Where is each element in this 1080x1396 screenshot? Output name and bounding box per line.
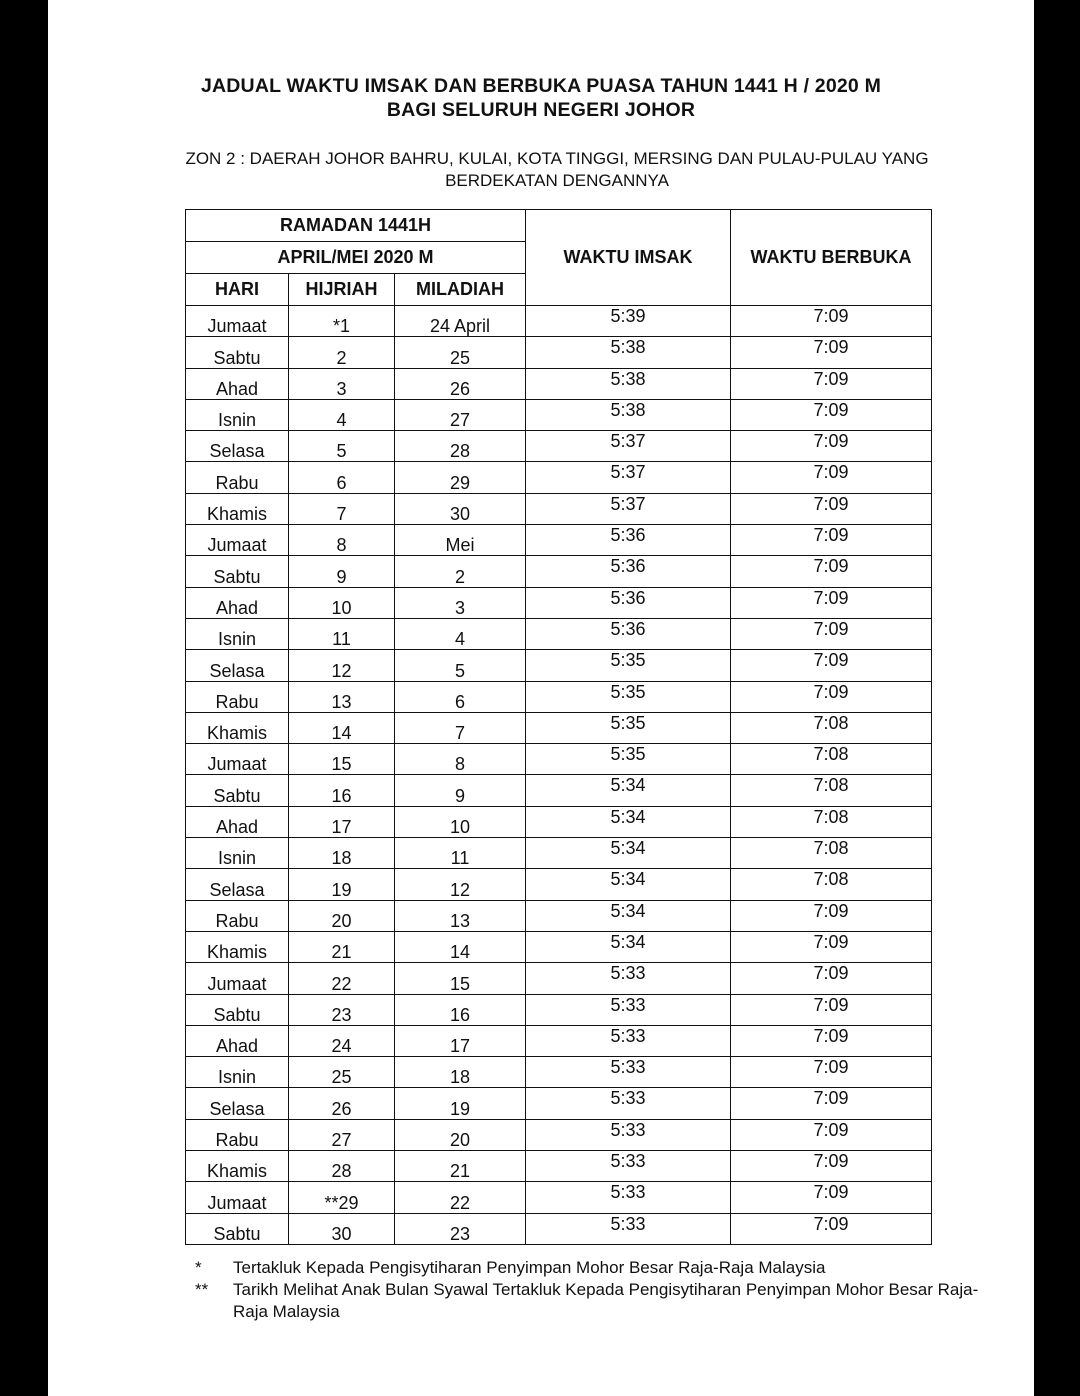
imsak-time-cell: 5:34	[526, 931, 731, 962]
day-cell: Jumaat	[186, 744, 289, 775]
footnote	[195, 1279, 995, 1323]
hijriah-cell: 10	[289, 587, 395, 618]
table-row	[186, 1119, 932, 1150]
miladiah-cell: 5	[395, 650, 526, 681]
imsak-time-cell: 5:33	[526, 1057, 731, 1088]
table-row	[186, 368, 932, 399]
document-subtitle: BAGI SELURUH NEGERI JOHOR	[386, 99, 696, 121]
miladiah-cell: 19	[395, 1088, 526, 1119]
table-row	[186, 1213, 932, 1244]
miladiah-cell: 16	[395, 994, 526, 1025]
berbuka-time-cell: 7:09	[731, 399, 932, 430]
table-row	[186, 744, 932, 775]
day-cell: Isnin	[186, 399, 289, 430]
miladiah-cell: 7	[395, 712, 526, 743]
table-row	[186, 1151, 932, 1182]
hijriah-cell: 8	[289, 525, 395, 556]
imsak-time-cell: 5:35	[526, 712, 731, 743]
berbuka-time-cell: 7:09	[731, 1119, 932, 1150]
miladiah-cell: 25	[395, 337, 526, 368]
hijriah-cell: 2	[289, 337, 395, 368]
imsak-time-cell: 5:36	[526, 525, 731, 556]
imsak-time-cell: 5:33	[526, 963, 731, 994]
day-cell: Sabtu	[186, 994, 289, 1025]
day-cell: Khamis	[186, 493, 289, 524]
berbuka-time-cell: 7:09	[731, 337, 932, 368]
hijriah-cell: *1	[289, 306, 395, 337]
document-title: JADUAL WAKTU IMSAK DAN BERBUKA PUASA TAHUN 1441 H / 2020 M	[200, 75, 882, 97]
table-row	[186, 1088, 932, 1119]
miladiah-cell: 22	[395, 1182, 526, 1213]
table-row	[186, 900, 932, 931]
hijriah-cell: 20	[289, 900, 395, 931]
imsak-time-cell: 5:36	[526, 587, 731, 618]
imsak-time-cell: 5:39	[526, 306, 731, 337]
table-row	[186, 462, 932, 493]
miladiah-cell: 4	[395, 618, 526, 649]
hijriah-cell: 22	[289, 963, 395, 994]
imsak-time-cell: 5:34	[526, 838, 731, 869]
footnote	[195, 1257, 995, 1279]
document-page	[48, 0, 1034, 1396]
hijriah-cell: 18	[289, 838, 395, 869]
miladiah-cell: 29	[395, 462, 526, 493]
hijriah-cell: 17	[289, 806, 395, 837]
day-cell: Jumaat	[186, 525, 289, 556]
table-row	[186, 712, 932, 743]
table-row	[186, 963, 932, 994]
table-row	[186, 431, 932, 462]
imsak-time-cell: 5:36	[526, 618, 731, 649]
footnote-text: Tarikh Melihat Anak Bulan Syawal Tertakluk Kepada Pengisytiharan Penyimpan Mohor Besar Raja-Raja Malaysia	[233, 1280, 979, 1321]
day-cell: Sabtu	[186, 775, 289, 806]
day-cell: Khamis	[186, 931, 289, 962]
hijriah-cell: 3	[289, 368, 395, 399]
imsak-time-cell: 5:34	[526, 806, 731, 837]
hijriah-cell: 12	[289, 650, 395, 681]
berbuka-time-cell: 7:08	[731, 775, 932, 806]
table-row	[186, 587, 932, 618]
berbuka-time-cell: 7:09	[731, 556, 932, 587]
berbuka-time-cell: 7:09	[731, 431, 932, 462]
imsak-time-cell: 5:34	[526, 869, 731, 900]
hijriah-cell: 27	[289, 1119, 395, 1150]
imsak-time-cell: 5:38	[526, 337, 731, 368]
miladiah-cell: 28	[395, 431, 526, 462]
berbuka-time-cell: 7:09	[731, 493, 932, 524]
berbuka-time-cell: 7:09	[731, 681, 932, 712]
miladiah-cell: 8	[395, 744, 526, 775]
berbuka-time-cell: 7:09	[731, 618, 932, 649]
berbuka-time-cell: 7:09	[731, 306, 932, 337]
day-cell: Isnin	[186, 1057, 289, 1088]
day-cell: Selasa	[186, 650, 289, 681]
day-cell: Sabtu	[186, 337, 289, 368]
table-row	[186, 681, 932, 712]
table-row	[186, 1057, 932, 1088]
day-cell: Selasa	[186, 1088, 289, 1119]
day-cell: Ahad	[186, 587, 289, 618]
day-cell: Isnin	[186, 618, 289, 649]
imsak-time-cell: 5:34	[526, 775, 731, 806]
miladiah-cell: 17	[395, 1025, 526, 1056]
day-cell: Rabu	[186, 1119, 289, 1150]
imsak-time-cell: 5:37	[526, 431, 731, 462]
miladiah-cell: 9	[395, 775, 526, 806]
miladiah-cell: 12	[395, 869, 526, 900]
imsak-time-cell: 5:34	[526, 900, 731, 931]
day-cell: Rabu	[186, 900, 289, 931]
day-cell: Sabtu	[186, 1213, 289, 1244]
hijriah-cell: 14	[289, 712, 395, 743]
berbuka-time-cell: 7:09	[731, 1025, 932, 1056]
imsak-time-cell: 5:33	[526, 1151, 731, 1182]
table-row	[186, 994, 932, 1025]
imsak-time-cell: 5:33	[526, 994, 731, 1025]
day-cell: Selasa	[186, 869, 289, 900]
berbuka-time-cell: 7:09	[731, 525, 932, 556]
miladiah-cell: 30	[395, 493, 526, 524]
hijriah-cell: 26	[289, 1088, 395, 1119]
hari-header: HARI	[186, 274, 289, 306]
berbuka-time-cell: 7:09	[731, 963, 932, 994]
berbuka-time-cell: 7:09	[731, 650, 932, 681]
berbuka-time-cell: 7:09	[731, 1151, 932, 1182]
day-cell: Rabu	[186, 462, 289, 493]
miladiah-cell: 26	[395, 368, 526, 399]
imsak-time-cell: 5:35	[526, 650, 731, 681]
berbuka-time-cell: 7:09	[731, 1057, 932, 1088]
zone-description-cont: BERDEKATAN DENGANNYA	[445, 171, 669, 190]
table-row	[186, 650, 932, 681]
berbuka-time-cell: 7:09	[731, 931, 932, 962]
imsak-time-cell: 5:33	[526, 1119, 731, 1150]
month-header: APRIL/MEI 2020 M	[186, 242, 526, 274]
footnote-mark: **	[195, 1280, 209, 1299]
hijriah-cell: 5	[289, 431, 395, 462]
table-row	[186, 838, 932, 869]
miladiah-cell: 2	[395, 556, 526, 587]
miladiah-cell: 23	[395, 1213, 526, 1244]
miladiah-cell: 14	[395, 931, 526, 962]
miladiah-cell: 15	[395, 963, 526, 994]
berbuka-header: WAKTU BERBUKA	[731, 210, 932, 306]
miladiah-cell: 10	[395, 806, 526, 837]
berbuka-time-cell: 7:09	[731, 994, 932, 1025]
imsak-time-cell: 5:38	[526, 368, 731, 399]
imsak-time-cell: 5:36	[526, 556, 731, 587]
hijriah-cell: 19	[289, 869, 395, 900]
day-cell: Isnin	[186, 838, 289, 869]
hijriah-cell: 15	[289, 744, 395, 775]
table-row	[186, 306, 932, 337]
hijriah-cell: 7	[289, 493, 395, 524]
day-cell: Ahad	[186, 806, 289, 837]
day-cell: Jumaat	[186, 963, 289, 994]
schedule-table	[185, 209, 932, 1245]
table-row	[186, 618, 932, 649]
hijriah-cell: 16	[289, 775, 395, 806]
miladiah-cell: 20	[395, 1119, 526, 1150]
hijriah-cell: 24	[289, 1025, 395, 1056]
table-row	[186, 337, 932, 368]
miladiah-cell: 21	[395, 1151, 526, 1182]
hijriah-cell: 4	[289, 399, 395, 430]
berbuka-time-cell: 7:09	[731, 1182, 932, 1213]
imsak-time-cell: 5:33	[526, 1213, 731, 1244]
table-row	[186, 493, 932, 524]
imsak-header: WAKTU IMSAK	[526, 210, 731, 306]
day-cell: Jumaat	[186, 1182, 289, 1213]
day-cell: Rabu	[186, 681, 289, 712]
table-row	[186, 525, 932, 556]
imsak-time-cell: 5:37	[526, 493, 731, 524]
table-row	[186, 806, 932, 837]
berbuka-time-cell: 7:09	[731, 587, 932, 618]
berbuka-time-cell: 7:09	[731, 1088, 932, 1119]
day-cell: Sabtu	[186, 556, 289, 587]
hijriah-cell: 11	[289, 618, 395, 649]
miladiah-cell: 11	[395, 838, 526, 869]
berbuka-time-cell: 7:08	[731, 806, 932, 837]
footnote-mark: *	[195, 1258, 202, 1277]
imsak-time-cell: 5:33	[526, 1025, 731, 1056]
berbuka-time-cell: 7:08	[731, 744, 932, 775]
day-cell: Ahad	[186, 1025, 289, 1056]
table-row	[186, 931, 932, 962]
day-cell: Khamis	[186, 712, 289, 743]
table-row	[186, 1025, 932, 1056]
miladiah-cell: 24 April	[395, 306, 526, 337]
table-row	[186, 1182, 932, 1213]
miladiah-cell: 3	[395, 587, 526, 618]
day-cell: Jumaat	[186, 306, 289, 337]
hijriah-cell: 30	[289, 1213, 395, 1244]
hijriah-header: HIJRIAH	[289, 274, 395, 306]
imsak-time-cell: 5:35	[526, 681, 731, 712]
hijriah-cell: 13	[289, 681, 395, 712]
table-row	[186, 775, 932, 806]
table-row	[186, 556, 932, 587]
miladiah-header: MILADIAH	[395, 274, 526, 306]
hijriah-cell: 9	[289, 556, 395, 587]
day-cell: Khamis	[186, 1151, 289, 1182]
hijriah-cell: 25	[289, 1057, 395, 1088]
berbuka-time-cell: 7:09	[731, 1213, 932, 1244]
imsak-time-cell: 5:38	[526, 399, 731, 430]
hijriah-cell: 21	[289, 931, 395, 962]
miladiah-cell: 27	[395, 399, 526, 430]
berbuka-time-cell: 7:09	[731, 462, 932, 493]
berbuka-time-cell: 7:08	[731, 838, 932, 869]
footnote-text: Tertakluk Kepada Pengisytiharan Penyimpan Mohor Besar Raja-Raja Malaysia	[233, 1258, 826, 1277]
imsak-time-cell: 5:37	[526, 462, 731, 493]
hijriah-cell: 6	[289, 462, 395, 493]
miladiah-cell: 18	[395, 1057, 526, 1088]
imsak-time-cell: 5:35	[526, 744, 731, 775]
miladiah-cell: Mei	[395, 525, 526, 556]
miladiah-cell: 13	[395, 900, 526, 931]
day-cell: Ahad	[186, 368, 289, 399]
imsak-time-cell: 5:33	[526, 1182, 731, 1213]
zone-description: ZON 2 : DAERAH JOHOR BAHRU, KULAI, KOTA TINGGI, MERSING DAN PULAU-PULAU YANG	[185, 149, 929, 168]
ramadan-header: RAMADAN 1441H	[186, 210, 526, 242]
berbuka-time-cell: 7:08	[731, 869, 932, 900]
hijriah-cell: 28	[289, 1151, 395, 1182]
table-row	[186, 399, 932, 430]
imsak-time-cell: 5:33	[526, 1088, 731, 1119]
hijriah-cell: **29	[289, 1182, 395, 1213]
hijriah-cell: 23	[289, 994, 395, 1025]
day-cell: Selasa	[186, 431, 289, 462]
berbuka-time-cell: 7:09	[731, 900, 932, 931]
berbuka-time-cell: 7:08	[731, 712, 932, 743]
miladiah-cell: 6	[395, 681, 526, 712]
berbuka-time-cell: 7:09	[731, 368, 932, 399]
footnotes	[195, 1257, 995, 1323]
table-row	[186, 869, 932, 900]
